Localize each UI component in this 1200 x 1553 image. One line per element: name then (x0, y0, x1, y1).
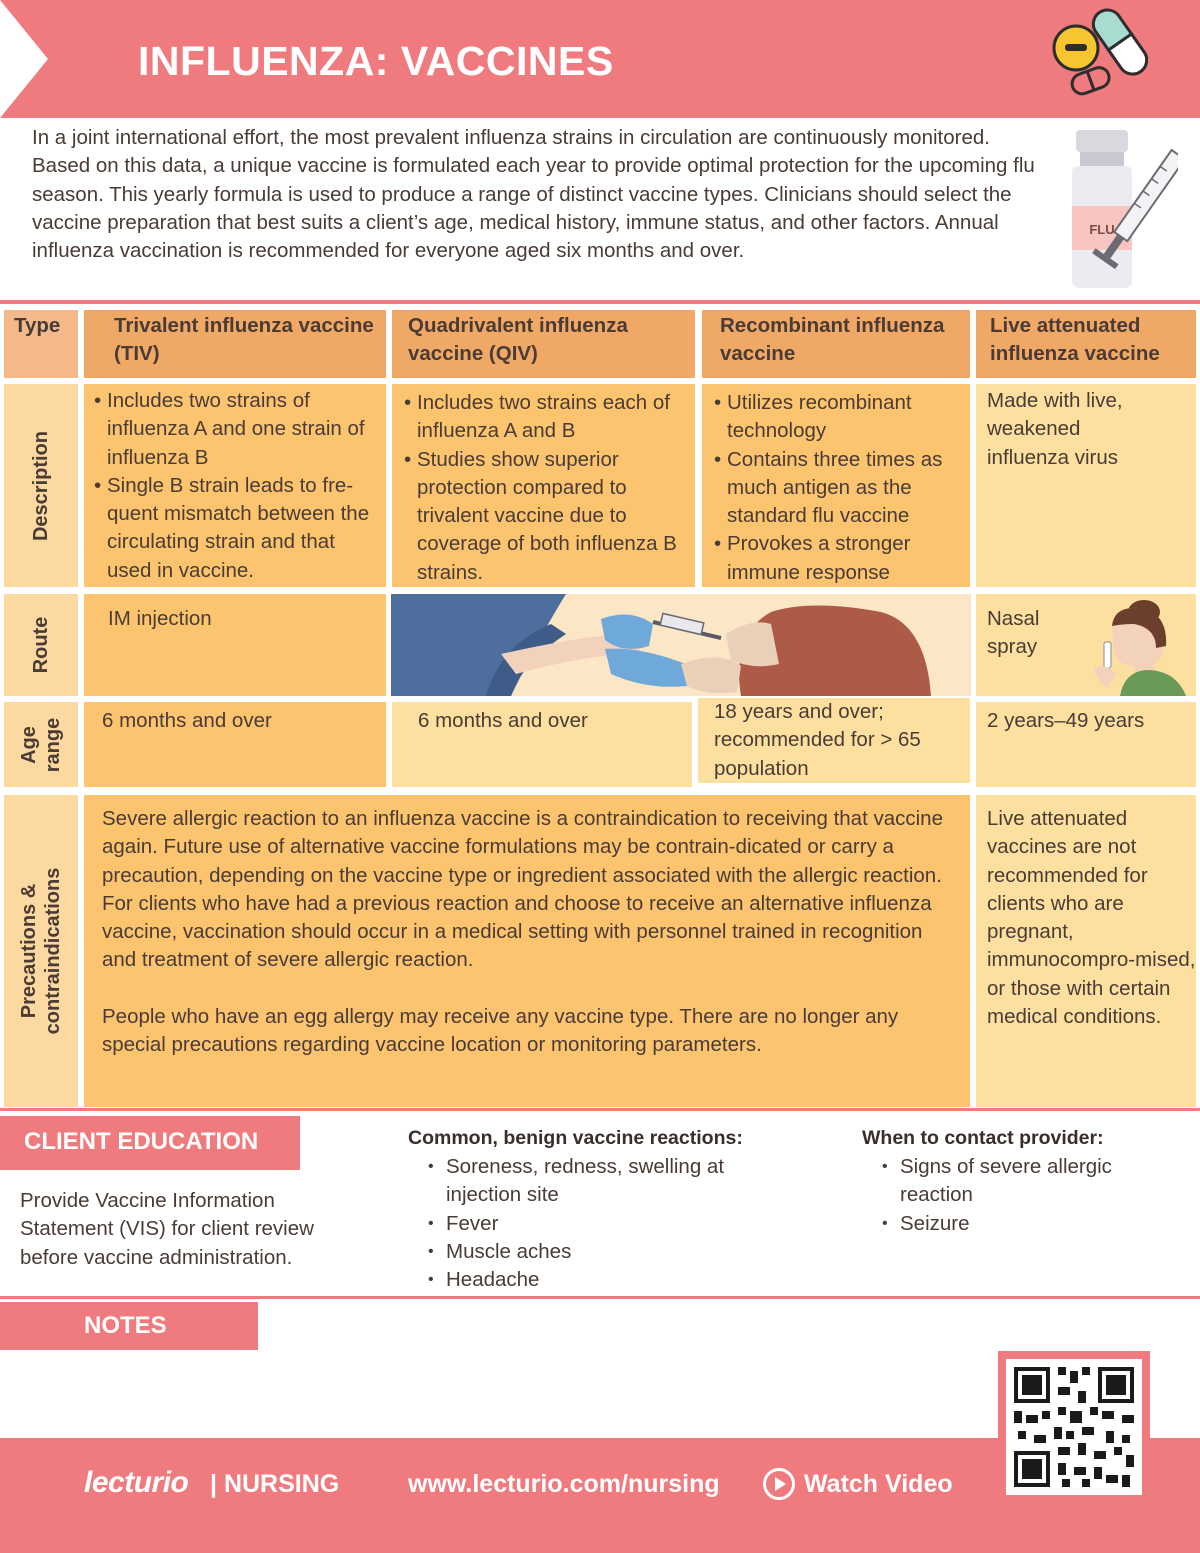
precautions-live: Live attenuated vaccines are not recommended for clients who are pregnant, immunocompro-mised, or those with certain medical conditions. (976, 795, 1196, 1107)
divider (0, 1296, 1200, 1299)
play-icon[interactable] (762, 1467, 796, 1501)
description-qiv (392, 384, 695, 587)
row-label-text: Route (30, 616, 52, 674)
reactions-heading: Common, benign vaccine reactions: (408, 1127, 743, 1149)
row-label-line: contraindications (42, 867, 64, 1035)
row-label-text (17, 717, 65, 771)
contact-list (882, 1153, 1162, 1238)
route-live (976, 594, 1196, 696)
reactions-list (428, 1153, 748, 1294)
column-header-live: Live attenuated influenza vaccine (976, 310, 1196, 378)
contact-heading: When to contact provider: (862, 1127, 1104, 1149)
list-item: • Includes two strains of influenza A and one strain of influenza B (94, 387, 378, 472)
precautions-main (84, 795, 970, 1107)
list-item: • Includes two strains each of influenza A and B (404, 389, 689, 446)
row-label-route (4, 594, 78, 696)
watch-video-link[interactable]: Watch Video (804, 1470, 953, 1498)
pills-icon (1048, 4, 1148, 96)
injection-illustration (391, 594, 971, 696)
page-title: INFLUENZA: VACCINES (138, 38, 614, 84)
notes-title: NOTES (84, 1312, 167, 1339)
row-label-line: range (42, 717, 64, 772)
row-label-line: Precautions & (18, 883, 40, 1019)
age-recombinant: 18 years and over; recommended for > 65 population (698, 698, 970, 783)
list-item: • Muscle aches (428, 1238, 748, 1266)
row-label-precautions (4, 795, 78, 1107)
route-tiv: IM injection (84, 594, 386, 696)
description-tiv (84, 384, 386, 587)
divider (0, 300, 1200, 304)
divider (0, 1108, 1200, 1111)
type-header: Type (4, 310, 78, 378)
column-header-tiv: Trivalent influenza vaccine (TIV) (84, 310, 386, 378)
age-live: 2 years–49 years (976, 702, 1196, 787)
client-education-tab (0, 1116, 300, 1170)
list-item: • Utilizes recombinant technology (714, 389, 966, 446)
list-item: • Fever (428, 1210, 748, 1238)
nursing-label: | NURSING (210, 1470, 340, 1498)
website-link[interactable]: www.lecturio.com/nursing (408, 1470, 720, 1498)
list-item: • Single B strain leads to fre-quent mismatch between the circulating strain and that used in vaccine. (94, 472, 378, 585)
precautions-paragraph-1: Severe allergic reaction to an influenza vaccine is a contraindication to receiving that vaccine again. Future use of alternative vaccine formulations may be contrain-dicated or carry a precaution, depending on the vaccine type or ingredient associated with the allergic reaction. For clients who have had a previous reaction and choose to receive an alternative influenza vaccine, vaccination should occur in a medical setting with personnel trained in recognition and treatment of severe allergic reaction. (102, 807, 943, 972)
list-item: • Soreness, redness, swelling at injection site (428, 1153, 748, 1210)
description-live: Made with live, weakened influenza virus (976, 384, 1196, 587)
row-label-text: Description (30, 430, 52, 541)
header-arrow-shape (0, 0, 48, 118)
column-header-recombinant: Recombinant influenza vaccine (702, 310, 970, 378)
row-label-line: Age (18, 725, 40, 764)
list-item: • Contains three times as much antigen as the standard flu vaccine (714, 446, 966, 531)
precautions-paragraph-2: People who have an egg allergy may receive any vaccine type. There are no longer any special precautions regarding vaccine location or monitoring parameters. (102, 1004, 899, 1057)
route-live-text: Nasal spray (987, 607, 1040, 659)
client-education-text: Provide Vaccine Information Statement (VIS) for client review before vaccine administration. (20, 1189, 314, 1269)
description-recombinant (702, 384, 970, 587)
row-label-description (4, 384, 78, 587)
row-label-age-range (4, 702, 78, 787)
list-item: • Provokes a stronger immune response (714, 530, 966, 587)
notes-tab (0, 1302, 258, 1350)
lecturio-logo[interactable]: lecturio (84, 1466, 189, 1499)
list-item: • Studies show superior protection compared to trivalent vaccine due to coverage of both influenza B strains. (404, 446, 689, 587)
row-label-text (17, 868, 65, 1035)
qr-code[interactable] (1006, 1359, 1142, 1495)
list-item: • Seizure (882, 1210, 1162, 1238)
list-item: • Headache (428, 1266, 748, 1294)
age-tiv: 6 months and over (84, 702, 386, 787)
age-qiv: 6 months and over (392, 702, 692, 787)
vial-label: FLU (1089, 222, 1115, 237)
vaccine-vial-icon (1058, 122, 1178, 292)
list-item: • Signs of severe allergic reaction (882, 1153, 1162, 1210)
client-education-title: CLIENT EDUCATION (24, 1128, 259, 1155)
intro-paragraph: In a joint international effort, the most prevalent influenza strains in circulation are continuously monitored. Based on this data, a unique vaccine is formulated each year to provide optimal protection for the upcoming flu season. This yearly formula is used to produce a range of distinct vaccine types. Clinicians should select the vaccine preparation that best suits a client’s age, medical history, immune status, and other factors. Annual influenza vaccination is recommended for everyone aged six months and over. (32, 126, 1035, 263)
column-header-qiv: Quadrivalent influenza vaccine (QIV) (392, 310, 695, 378)
nasal-spray-illustration (1064, 596, 1194, 696)
